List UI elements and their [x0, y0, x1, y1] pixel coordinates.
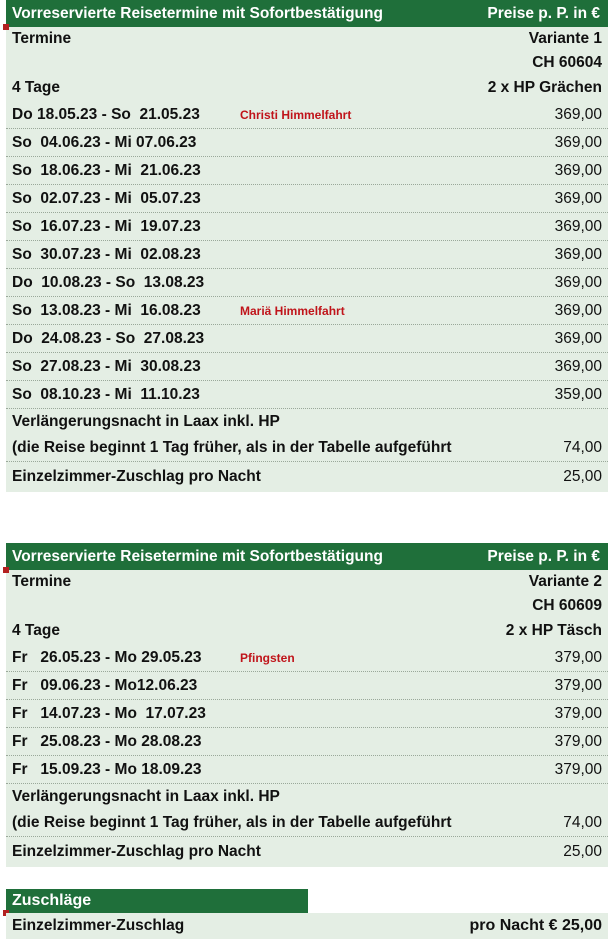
date-rows — [6, 101, 608, 409]
date-range: Fr 26.05.23 - Mo 29.05.23 — [12, 648, 202, 666]
table-row — [6, 756, 608, 784]
surcharges-header — [6, 889, 308, 913]
table-row — [6, 185, 608, 213]
date-range: Do 24.08.23 - So 27.08.23 — [12, 329, 205, 347]
variant-code: CH 60604 — [532, 54, 602, 71]
duration-label: 4 Tage — [12, 622, 60, 639]
table-header — [6, 0, 608, 27]
surcharges-row — [6, 913, 608, 939]
single-room-row — [6, 462, 608, 492]
date-range: So 27.08.23 - Mi 30.08.23 — [12, 357, 201, 375]
price: 369,00 — [554, 105, 602, 123]
price: 379,00 — [554, 648, 602, 666]
price: 379,00 — [554, 704, 602, 722]
table-row — [6, 269, 608, 297]
date-range: So 13.08.23 - Mi 16.08.23 — [12, 301, 201, 319]
table-row — [6, 700, 608, 728]
price: 369,00 — [554, 133, 602, 151]
single-room-row — [6, 837, 608, 867]
price: 369,00 — [554, 245, 602, 263]
table-row — [6, 672, 608, 700]
date-range: So 02.07.23 - Mi 05.07.23 — [12, 189, 201, 207]
surcharge-label: Einzelzimmer-Zuschlag — [12, 917, 185, 934]
single-room-price: 25,00 — [563, 468, 602, 485]
variant-code: CH 60609 — [532, 597, 602, 614]
table-row — [6, 213, 608, 241]
price: 369,00 — [554, 357, 602, 375]
table-row — [6, 297, 608, 325]
termine-row — [6, 27, 608, 51]
date-rows — [6, 644, 608, 784]
extension-label: Verlängerungsnacht in Laax inkl. HP — [12, 787, 280, 805]
single-room-price: 25,00 — [563, 843, 602, 860]
holiday-note: Christi Himmelfahrt — [240, 107, 352, 122]
table-row — [6, 325, 608, 353]
price-unit-label: Preise p. P. in € — [487, 547, 600, 565]
price-table-variant-2 — [6, 543, 608, 867]
price: 369,00 — [554, 217, 602, 235]
date-range: Do 10.08.23 - So 13.08.23 — [12, 273, 205, 291]
surcharge-value: pro Nacht € 25,00 — [469, 917, 602, 934]
duration-row — [6, 75, 608, 101]
variant-label: Variante 1 — [528, 30, 602, 47]
termine-row — [6, 570, 608, 594]
extension-note: (die Reise beginnt 1 Tag früher, als in der Tabelle aufgeführt — [12, 813, 452, 831]
code-row — [6, 594, 608, 618]
price: 379,00 — [554, 760, 602, 778]
date-range: So 18.06.23 - Mi 21.06.23 — [12, 161, 201, 179]
holiday-note: Mariä Himmelfahrt — [240, 303, 345, 318]
termine-label: Termine — [12, 573, 72, 590]
price: 369,00 — [554, 189, 602, 207]
price: 369,00 — [554, 161, 602, 179]
extension-row-2 — [6, 434, 608, 462]
date-range: So 30.07.23 - Mi 02.08.23 — [12, 245, 201, 263]
price-table-variant-1 — [6, 0, 608, 492]
termine-label: Termine — [12, 30, 72, 47]
holiday-note: Pfingsten — [240, 650, 295, 665]
table-row — [6, 353, 608, 381]
date-range: So 16.07.23 - Mi 19.07.23 — [12, 217, 201, 235]
extension-row-1 — [6, 784, 608, 809]
date-range: Fr 15.09.23 - Mo 18.09.23 — [12, 760, 202, 778]
table-body — [6, 570, 608, 867]
table-row — [6, 129, 608, 157]
price-unit-label: Preise p. P. in € — [487, 4, 600, 22]
table-row — [6, 381, 608, 409]
table-row — [6, 101, 608, 129]
code-row — [6, 51, 608, 75]
table-title: Vorreservierte Reisetermine mit Sofortbestätigung — [12, 547, 383, 565]
table-row — [6, 157, 608, 185]
single-room-label: Einzelzimmer-Zuschlag pro Nacht — [12, 843, 261, 860]
price: 369,00 — [554, 273, 602, 291]
price: 369,00 — [554, 329, 602, 347]
date-range: Do 18.05.23 - So 21.05.23 — [12, 105, 200, 123]
table-header — [6, 543, 608, 570]
date-range: Fr 09.06.23 - Mo12.06.23 — [12, 676, 198, 694]
date-range: So 08.10.23 - Mi 11.10.23 — [12, 385, 200, 403]
date-range: Fr 14.07.23 - Mo 17.07.23 — [12, 704, 206, 722]
extension-row-1 — [6, 409, 608, 434]
variant-label: Variante 2 — [528, 573, 602, 590]
price: 379,00 — [554, 676, 602, 694]
table-title: Vorreservierte Reisetermine mit Sofortbestätigung — [12, 4, 383, 22]
price: 379,00 — [554, 732, 602, 750]
price: 359,00 — [554, 385, 602, 403]
date-range: So 04.06.23 - Mi 07.06.23 — [12, 133, 197, 151]
table-row — [6, 644, 608, 672]
extension-row-2 — [6, 809, 608, 837]
hotel-label: 2 x HP Grächen — [487, 79, 602, 96]
table-row — [6, 241, 608, 269]
extension-label: Verlängerungsnacht in Laax inkl. HP — [12, 412, 280, 430]
table-row — [6, 728, 608, 756]
duration-label: 4 Tage — [12, 79, 60, 96]
single-room-label: Einzelzimmer-Zuschlag pro Nacht — [12, 468, 261, 485]
extension-note: (die Reise beginnt 1 Tag früher, als in der Tabelle aufgeführt — [12, 438, 452, 456]
extension-price: 74,00 — [563, 813, 602, 831]
duration-row — [6, 618, 608, 644]
table-body — [6, 27, 608, 492]
price: 369,00 — [554, 301, 602, 319]
surcharges-title: Zuschläge — [12, 892, 92, 909]
date-range: Fr 25.08.23 - Mo 28.08.23 — [12, 732, 202, 750]
hotel-label: 2 x HP Täsch — [505, 622, 602, 639]
extension-price: 74,00 — [563, 438, 602, 456]
